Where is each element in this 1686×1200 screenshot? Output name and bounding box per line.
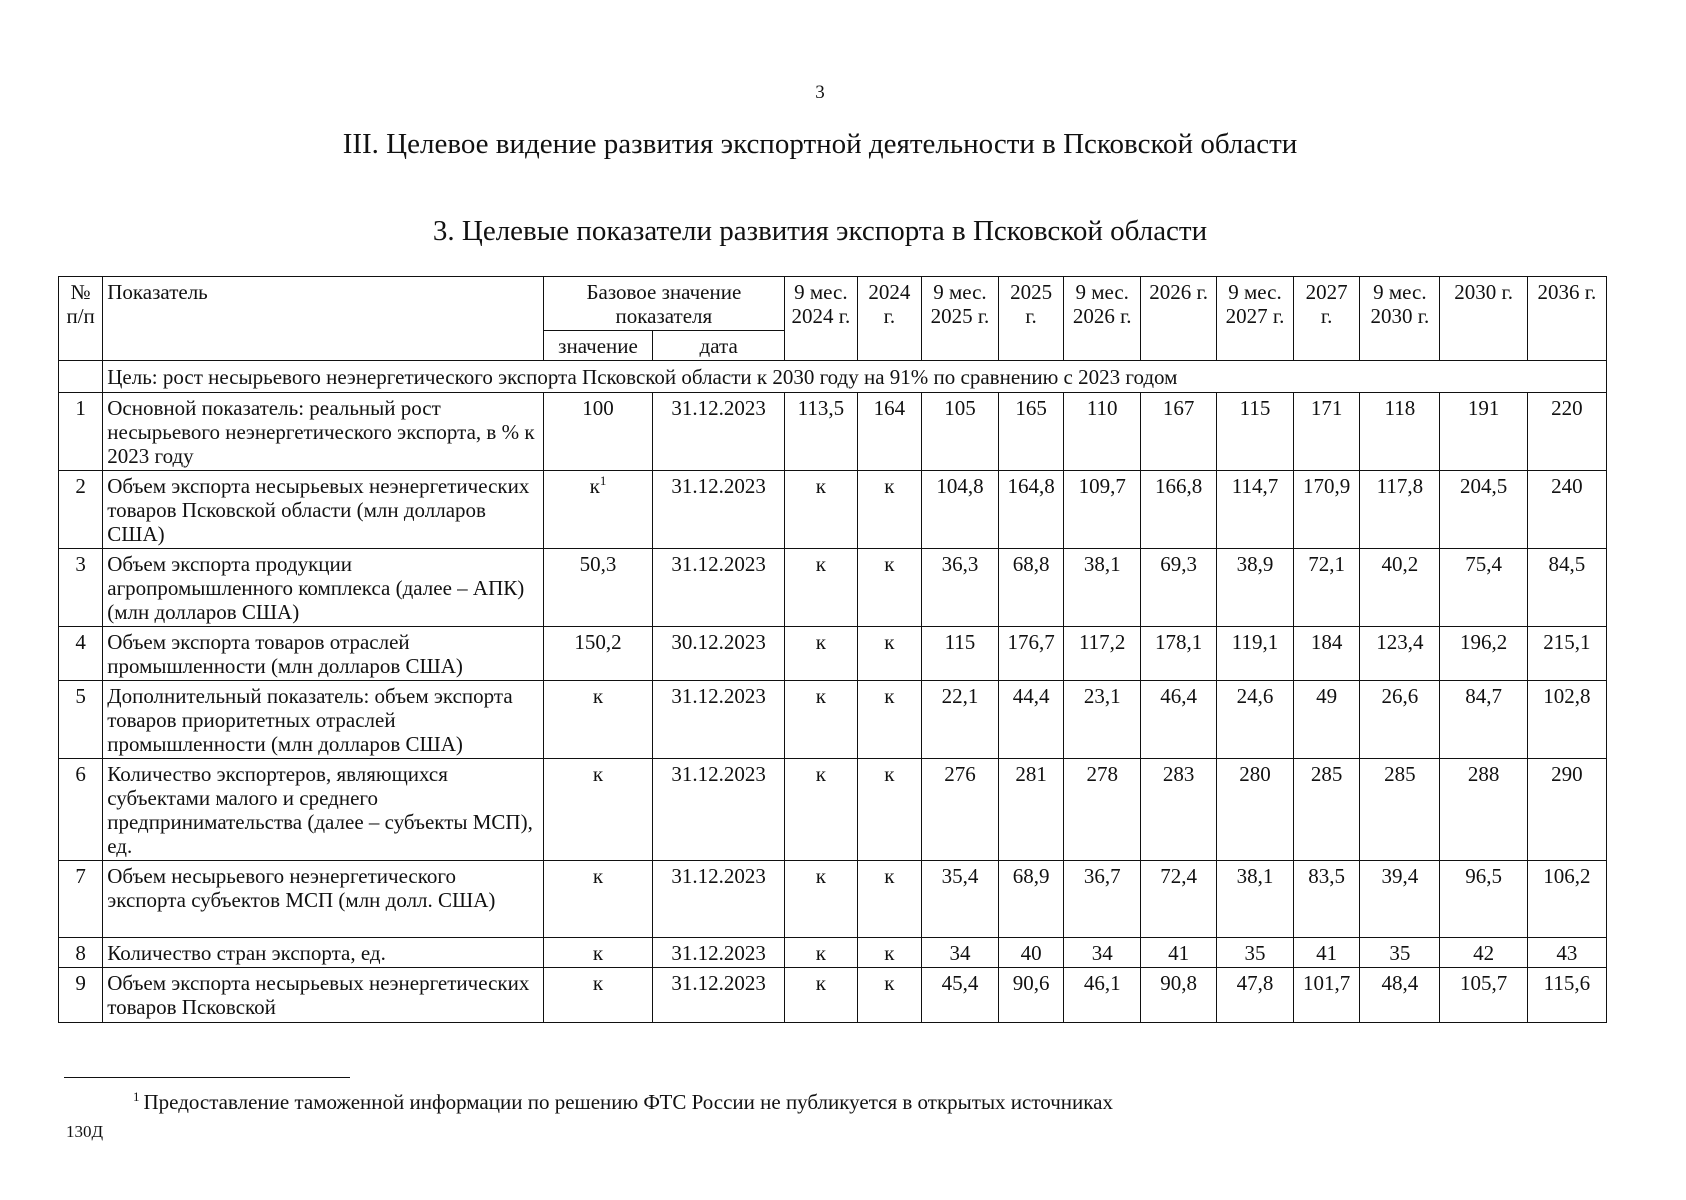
- row-num-cell: 3: [59, 549, 103, 627]
- row-value-cell: 48,4: [1360, 968, 1440, 1023]
- row-value-cell: к: [857, 681, 921, 759]
- row-value-cell: 83,5: [1293, 861, 1359, 938]
- row-name-cell: Объем экспорта несырьевых неэнергетических товаров Псковской области (млн долларов США): [103, 471, 543, 549]
- row-value-cell: 196,2: [1440, 627, 1527, 681]
- page-number: 3: [815, 82, 825, 103]
- indicators-table: [58, 276, 1607, 1023]
- table-row: [59, 627, 1607, 681]
- row-value-cell: 38,9: [1217, 549, 1294, 627]
- row-value-cell: 184: [1293, 627, 1359, 681]
- footnote-text: Предоставление таможенной информации по решению ФТС России не публикуется в открытых источниках: [143, 1090, 1113, 1114]
- row-name-cell: Основной показатель: реальный рост несырьевого неэнергетического экспорта, в % к 2023 году: [103, 393, 543, 471]
- row-value-cell: 278: [1064, 759, 1141, 861]
- row-num-cell: 2: [59, 471, 103, 549]
- row-value-cell: 45,4: [921, 968, 998, 1023]
- row-base-date-cell: 31.12.2023: [653, 471, 785, 549]
- header-period: 9 мес. 2024 г.: [785, 277, 858, 361]
- header-row: [59, 277, 1607, 331]
- row-value-cell: 105,7: [1440, 968, 1527, 1023]
- goal-num-cell: [59, 361, 103, 393]
- row-value-cell: 84,5: [1527, 549, 1606, 627]
- row-value-cell: 115,6: [1527, 968, 1606, 1023]
- table-row: [59, 938, 1607, 968]
- row-value-cell: к: [785, 471, 858, 549]
- row-base-date-cell: 31.12.2023: [653, 861, 785, 938]
- row-num-cell: 6: [59, 759, 103, 861]
- row-base-value-cell: к: [543, 861, 653, 938]
- header-period: 2027 г.: [1293, 277, 1359, 361]
- row-value-cell: 42: [1440, 938, 1527, 968]
- row-value-cell: 47,8: [1217, 968, 1294, 1023]
- row-value-cell: 90,6: [998, 968, 1063, 1023]
- row-value-cell: 90,8: [1141, 968, 1217, 1023]
- row-base-date-cell: 30.12.2023: [653, 627, 785, 681]
- header-indicator: Показатель: [103, 277, 543, 361]
- row-value-cell: 215,1: [1527, 627, 1606, 681]
- row-num-cell: 9: [59, 968, 103, 1023]
- row-value-cell: 46,1: [1064, 968, 1141, 1023]
- row-value-cell: 24,6: [1217, 681, 1294, 759]
- row-value-cell: 23,1: [1064, 681, 1141, 759]
- row-base-value-cell: к: [543, 938, 653, 968]
- row-value-cell: 118: [1360, 393, 1440, 471]
- footnote-reference[interactable]: 1: [599, 473, 607, 488]
- row-base-value-cell: 150,2: [543, 627, 653, 681]
- row-value-cell: 171: [1293, 393, 1359, 471]
- row-value-cell: 119,1: [1217, 627, 1294, 681]
- row-value-cell: к: [785, 861, 858, 938]
- row-value-cell: к: [785, 681, 858, 759]
- row-value-cell: 38,1: [1064, 549, 1141, 627]
- document-code: 130Д: [66, 1122, 104, 1141]
- row-name-cell: Объем экспорта несырьевых неэнергетических товаров Псковской: [103, 968, 543, 1023]
- row-value-cell: к: [857, 471, 921, 549]
- row-value-cell: 72,4: [1141, 861, 1217, 938]
- table-row: [59, 681, 1607, 759]
- row-base-value-cell: [543, 471, 653, 549]
- row-value-cell: 110: [1064, 393, 1141, 471]
- row-value-cell: к: [857, 759, 921, 861]
- row-base-value-cell: 100: [543, 393, 653, 471]
- row-num-cell: 1: [59, 393, 103, 471]
- header-period: 9 мес. 2030 г.: [1360, 277, 1440, 361]
- row-value-cell: 69,3: [1141, 549, 1217, 627]
- header-period: 2030 г.: [1440, 277, 1527, 361]
- table-row: [59, 549, 1607, 627]
- header-base-value: значение: [543, 331, 653, 361]
- footnote: [133, 1090, 1113, 1115]
- row-value-cell: 40,2: [1360, 549, 1440, 627]
- row-value-cell: 35,4: [921, 861, 998, 938]
- row-base-value-cell: к: [543, 968, 653, 1023]
- header-base-date: дата: [653, 331, 785, 361]
- row-value-cell: 75,4: [1440, 549, 1527, 627]
- row-num-cell: 4: [59, 627, 103, 681]
- row-num-cell: 8: [59, 938, 103, 968]
- goal-cell: Цель: рост несырьевого неэнергетического экспорта Псковской области к 2030 году на 91% по сравнению с 2023 годом: [103, 361, 1607, 393]
- row-value-cell: 115: [921, 627, 998, 681]
- row-value-cell: 240: [1527, 471, 1606, 549]
- row-base-date-cell: 31.12.2023: [653, 681, 785, 759]
- row-value-cell: 41: [1293, 938, 1359, 968]
- table-row: [59, 861, 1607, 938]
- row-value-cell: 109,7: [1064, 471, 1141, 549]
- row-value-cell: 39,4: [1360, 861, 1440, 938]
- row-value-cell: 36,3: [921, 549, 998, 627]
- row-value-cell: 36,7: [1064, 861, 1141, 938]
- row-num-cell: 7: [59, 861, 103, 938]
- row-base-value-cell: к: [543, 681, 653, 759]
- row-value-cell: 117,8: [1360, 471, 1440, 549]
- row-value-cell: к: [857, 861, 921, 938]
- row-value-cell: 281: [998, 759, 1063, 861]
- row-value-cell: 283: [1141, 759, 1217, 861]
- row-value-cell: 164,8: [998, 471, 1063, 549]
- row-value-cell: 220: [1527, 393, 1606, 471]
- row-value-cell: к: [857, 627, 921, 681]
- row-value-cell: 96,5: [1440, 861, 1527, 938]
- row-value-cell: 46,4: [1141, 681, 1217, 759]
- header-period: 2036 г.: [1527, 277, 1606, 361]
- row-value-cell: 35: [1360, 938, 1440, 968]
- header-period: 2024 г.: [857, 277, 921, 361]
- row-base-value-cell: к: [543, 759, 653, 861]
- table-title: 3. Целевые показатели развития экспорта в Псковской области: [432, 215, 1208, 247]
- row-value-cell: 84,7: [1440, 681, 1527, 759]
- table-row: [59, 759, 1607, 861]
- header-period: 9 мес. 2027 г.: [1217, 277, 1294, 361]
- row-num-cell: 5: [59, 681, 103, 759]
- footnote-divider: [64, 1077, 350, 1078]
- row-value-cell: к: [785, 938, 858, 968]
- goal-row: [59, 361, 1607, 393]
- row-value-cell: 104,8: [921, 471, 998, 549]
- row-base-date-cell: 31.12.2023: [653, 549, 785, 627]
- row-value-cell: 176,7: [998, 627, 1063, 681]
- row-value-cell: 204,5: [1440, 471, 1527, 549]
- row-value-cell: 41: [1141, 938, 1217, 968]
- row-value-cell: 165: [998, 393, 1063, 471]
- row-value-cell: 166,8: [1141, 471, 1217, 549]
- row-value-cell: 40: [998, 938, 1063, 968]
- row-value-cell: 34: [1064, 938, 1141, 968]
- row-value-cell: 49: [1293, 681, 1359, 759]
- row-value-cell: 285: [1360, 759, 1440, 861]
- row-value-cell: 34: [921, 938, 998, 968]
- row-value-cell: 113,5: [785, 393, 858, 471]
- row-value-cell: 105: [921, 393, 998, 471]
- row-name-cell: Количество экспортеров, являющихся субъектами малого и среднего предпринимательства (далее – субъекты МСП), ед.: [103, 759, 543, 861]
- row-base-date-cell: 31.12.2023: [653, 968, 785, 1023]
- row-value-cell: 22,1: [921, 681, 998, 759]
- row-value-cell: 167: [1141, 393, 1217, 471]
- row-value-cell: к: [785, 968, 858, 1023]
- row-value-cell: 276: [921, 759, 998, 861]
- row-base-date-cell: 31.12.2023: [653, 393, 785, 471]
- row-value-cell: 101,7: [1293, 968, 1359, 1023]
- row-value-cell: 117,2: [1064, 627, 1141, 681]
- row-value-cell: 106,2: [1527, 861, 1606, 938]
- header-period: 9 мес. 2026 г.: [1064, 277, 1141, 361]
- row-value-cell: 102,8: [1527, 681, 1606, 759]
- row-value-cell: 280: [1217, 759, 1294, 861]
- row-value-cell: 290: [1527, 759, 1606, 861]
- row-value-cell: 114,7: [1217, 471, 1294, 549]
- row-base-value-cell: 50,3: [543, 549, 653, 627]
- row-value-cell: к: [857, 938, 921, 968]
- row-name-cell: Объем экспорта товаров отраслей промышленности (млн долларов США): [103, 627, 543, 681]
- row-name-cell: Объем несырьевого неэнергетического экспорта субъектов МСП (млн долл. США): [103, 861, 543, 938]
- row-value-cell: 26,6: [1360, 681, 1440, 759]
- header-period: 2025 г.: [998, 277, 1063, 361]
- table-row: [59, 968, 1607, 1023]
- row-value-cell: 191: [1440, 393, 1527, 471]
- row-name-cell: Объем экспорта продукции агропромышленного комплекса (далее – АПК) (млн долларов США): [103, 549, 543, 627]
- row-value-cell: 38,1: [1217, 861, 1294, 938]
- table-row: [59, 471, 1607, 549]
- section-title: III. Целевое видение развития экспортной деятельности в Псковской области: [342, 128, 1298, 160]
- row-value-cell: к: [857, 968, 921, 1023]
- row-value-cell: 115: [1217, 393, 1294, 471]
- row-name-cell: Дополнительный показатель: объем экспорта товаров приоритетных отраслей промышленности (млн долларов США): [103, 681, 543, 759]
- row-value-cell: к: [785, 759, 858, 861]
- row-value-cell: к: [785, 549, 858, 627]
- header-base: Базовое значение показателя: [543, 277, 784, 331]
- header-period: 9 мес. 2025 г.: [921, 277, 998, 361]
- row-base-date-cell: 31.12.2023: [653, 759, 785, 861]
- row-value-cell: 164: [857, 393, 921, 471]
- row-value-cell: 44,4: [998, 681, 1063, 759]
- header-num: № п/п: [59, 277, 103, 361]
- row-value-cell: к: [857, 549, 921, 627]
- row-value-cell: 288: [1440, 759, 1527, 861]
- row-value-cell: 35: [1217, 938, 1294, 968]
- row-name-cell: Количество стран экспорта, ед.: [103, 938, 543, 968]
- table-row: [59, 393, 1607, 471]
- row-value-cell: 68,8: [998, 549, 1063, 627]
- row-value-cell: к: [785, 627, 858, 681]
- row-value-cell: 170,9: [1293, 471, 1359, 549]
- footnote-marker: 1: [133, 1089, 140, 1104]
- base-value-text: к: [589, 474, 600, 498]
- row-value-cell: 72,1: [1293, 549, 1359, 627]
- header-period: 2026 г.: [1141, 277, 1217, 361]
- row-value-cell: 43: [1527, 938, 1606, 968]
- row-value-cell: 123,4: [1360, 627, 1440, 681]
- row-value-cell: 68,9: [998, 861, 1063, 938]
- row-base-date-cell: 31.12.2023: [653, 938, 785, 968]
- row-value-cell: 178,1: [1141, 627, 1217, 681]
- row-value-cell: 285: [1293, 759, 1359, 861]
